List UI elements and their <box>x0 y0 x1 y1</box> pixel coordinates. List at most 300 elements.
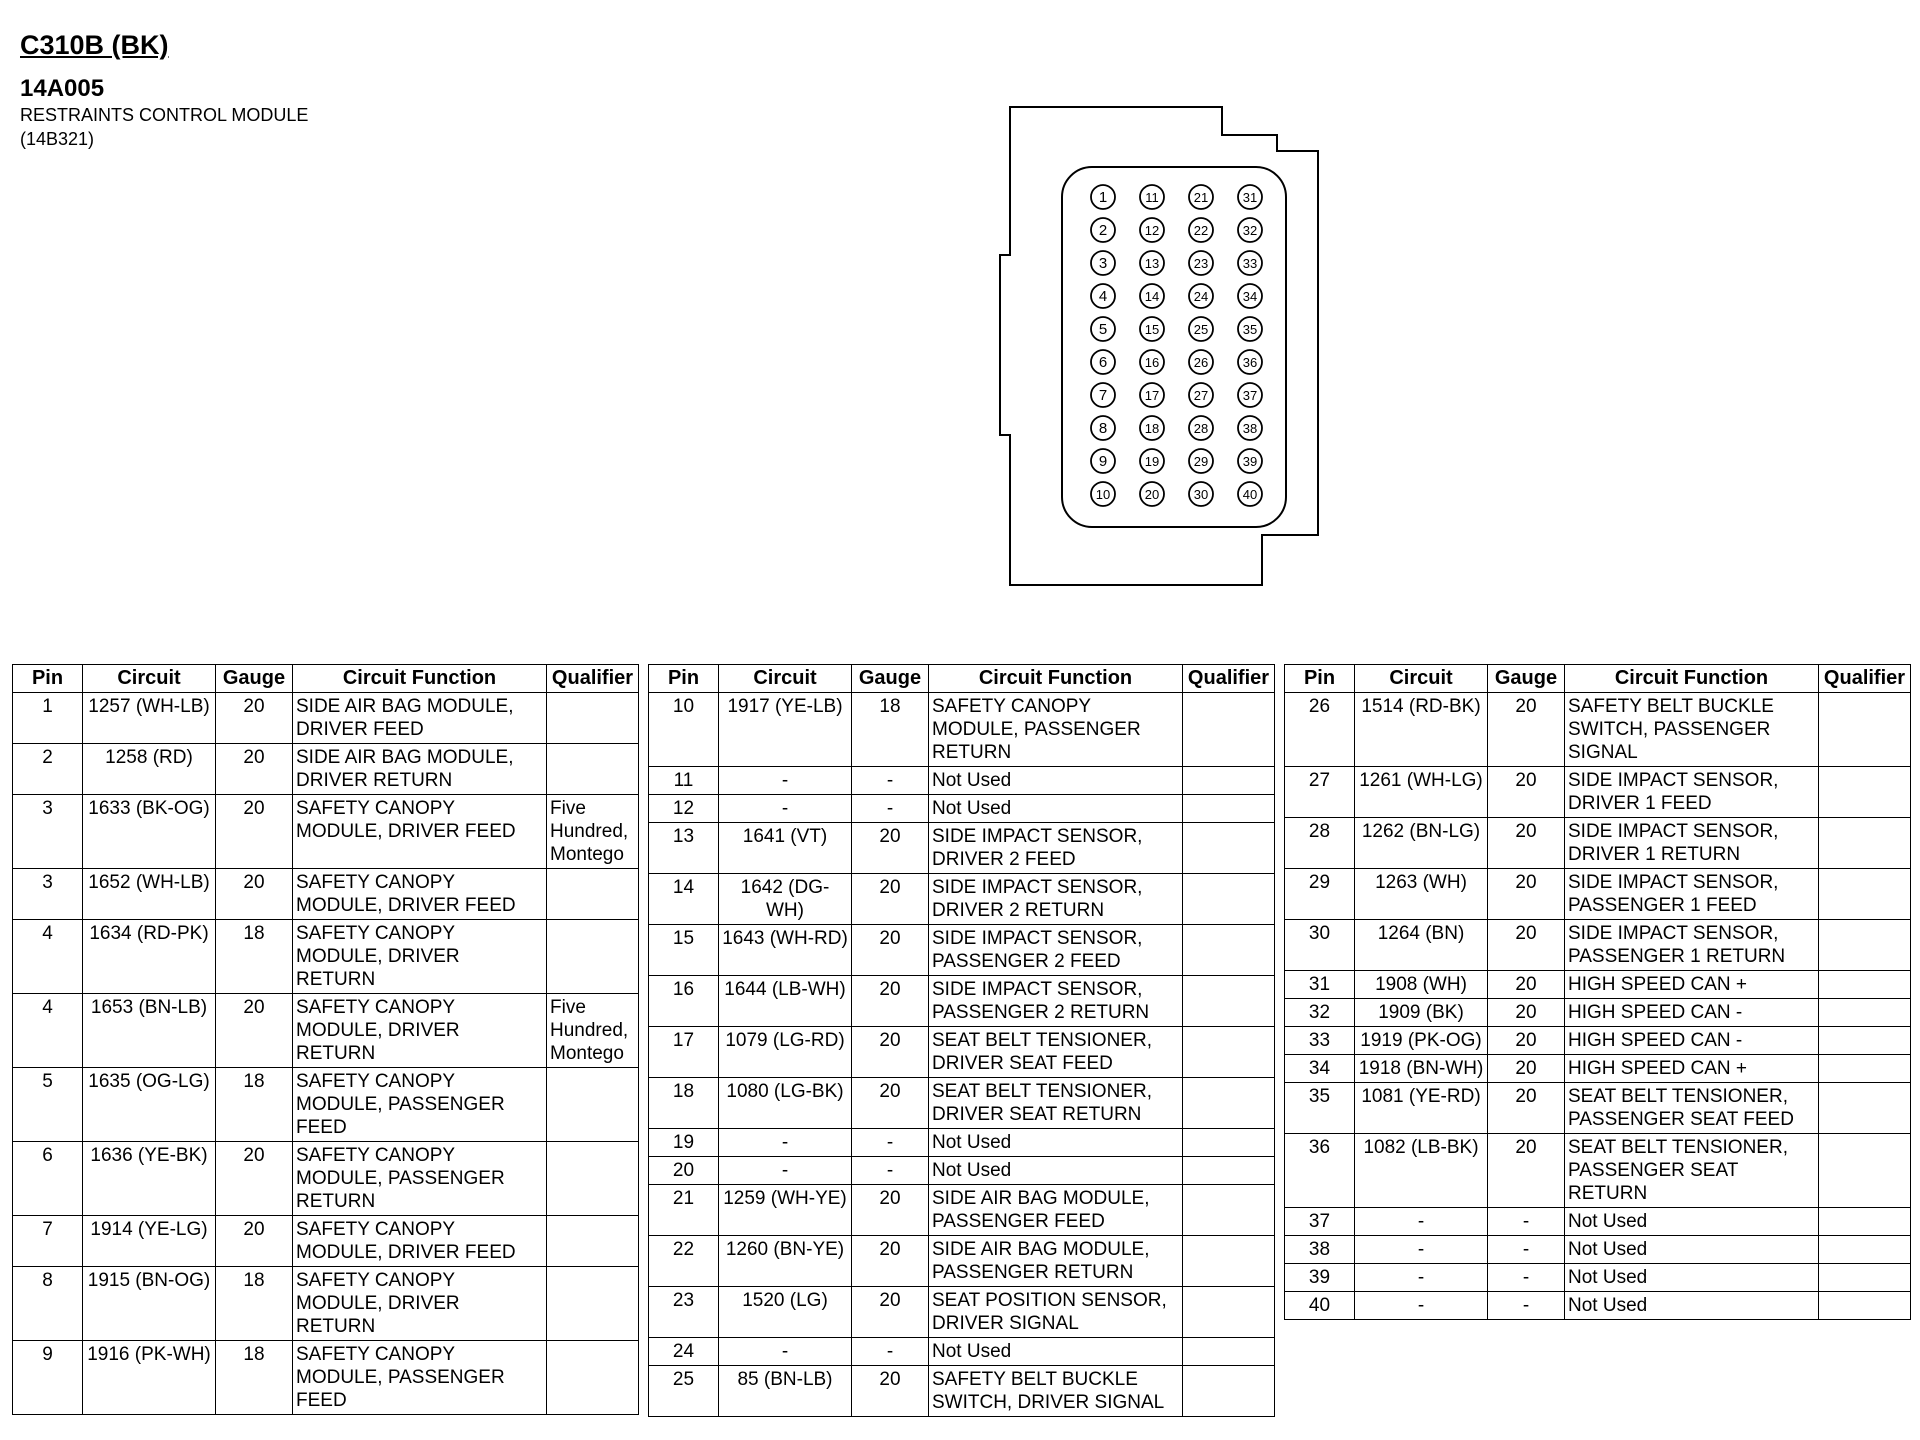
cell-qualifier <box>1183 1078 1275 1129</box>
table-row <box>1285 920 1911 971</box>
module-name: RESTRAINTS CONTROL MODULE <box>20 105 309 125</box>
cell-circuit-function: SIDE IMPACT SENSOR, DRIVER 1 FEED <box>1565 767 1819 818</box>
table-row <box>1285 869 1911 920</box>
cell-pin: 26 <box>1285 693 1355 767</box>
connector-pin <box>1238 185 1262 209</box>
cell-gauge: 20 <box>216 693 293 744</box>
cell-circuit-function: SAFETY CANOPY MODULE, PASSENGER FEED <box>293 1341 547 1415</box>
cell-pin: 15 <box>649 925 719 976</box>
cell-gauge: 20 <box>216 744 293 795</box>
cell-gauge: 20 <box>852 1027 929 1078</box>
cell-circuit: 1917 (YE-LB) <box>719 693 852 767</box>
connector-pin <box>1238 284 1262 308</box>
cell-gauge: 18 <box>852 693 929 767</box>
pin-number-label: 15 <box>1144 322 1160 337</box>
connector-pin <box>1140 416 1164 440</box>
table-row <box>13 1216 639 1267</box>
cell-circuit-function: SIDE IMPACT SENSOR, PASSENGER 1 RETURN <box>1565 920 1819 971</box>
cell-qualifier <box>1183 767 1275 795</box>
pin-number-label: 4 <box>1098 288 1108 305</box>
connector-pin <box>1189 185 1213 209</box>
table-row <box>1285 1083 1911 1134</box>
cell-pin: 12 <box>649 795 719 823</box>
table-row <box>649 1236 1275 1287</box>
cell-qualifier <box>547 744 639 795</box>
cell-circuit: - <box>1355 1236 1488 1264</box>
cell-gauge: - <box>852 1129 929 1157</box>
cell-gauge: 20 <box>216 994 293 1068</box>
pin-number-label: 37 <box>1242 388 1258 403</box>
table-row <box>13 920 639 994</box>
pin-number-label: 31 <box>1242 190 1258 205</box>
table-row <box>13 1267 639 1341</box>
cell-circuit: 1919 (PK-OG) <box>1355 1027 1488 1055</box>
cell-pin: 4 <box>13 994 83 1068</box>
cell-circuit: - <box>719 767 852 795</box>
connector-pin <box>1189 251 1213 275</box>
pinout-table-2 <box>648 664 1275 1417</box>
pin-number-label: 35 <box>1242 322 1258 337</box>
cell-circuit: 1909 (BK) <box>1355 999 1488 1027</box>
table-row <box>13 994 639 1068</box>
cell-gauge: 20 <box>1488 1134 1565 1208</box>
cell-pin: 18 <box>649 1078 719 1129</box>
table-row <box>1285 693 1911 767</box>
connector-pin <box>1189 482 1213 506</box>
connector-pin <box>1140 218 1164 242</box>
cell-pin: 25 <box>649 1366 719 1417</box>
connector-pin <box>1091 350 1115 374</box>
cell-qualifier <box>547 920 639 994</box>
table-row <box>649 976 1275 1027</box>
table-row <box>649 767 1275 795</box>
cell-gauge: 20 <box>216 1216 293 1267</box>
cell-gauge: 20 <box>1488 818 1565 869</box>
pin-number-label: 23 <box>1193 256 1209 271</box>
pin-number-label: 13 <box>1144 256 1160 271</box>
cell-gauge: 20 <box>852 1078 929 1129</box>
cell-gauge: 20 <box>1488 1027 1565 1055</box>
cell-pin: 3 <box>13 795 83 869</box>
cell-circuit-function: SAFETY CANOPY MODULE, DRIVER RETURN <box>293 920 547 994</box>
cell-circuit-function: SAFETY CANOPY MODULE, PASSENGER RETURN <box>929 693 1183 767</box>
connector-pin <box>1140 251 1164 275</box>
table-row <box>13 1341 639 1415</box>
connector-id: C310B (BK) <box>20 30 169 60</box>
cell-circuit-function: SIDE AIR BAG MODULE, DRIVER RETURN <box>293 744 547 795</box>
connector-pin <box>1091 251 1115 275</box>
table-row <box>1285 818 1911 869</box>
pin-number-label: 19 <box>1144 454 1160 469</box>
connector-pin <box>1140 185 1164 209</box>
header-circuit-function: Circuit Function <box>293 665 547 693</box>
cell-circuit-function: SEAT POSITION SENSOR, DRIVER SIGNAL <box>929 1287 1183 1338</box>
cell-circuit: - <box>719 1157 852 1185</box>
cell-gauge: 20 <box>1488 999 1565 1027</box>
cell-circuit-function: SEAT BELT TENSIONER, DRIVER SEAT FEED <box>929 1027 1183 1078</box>
cell-qualifier <box>1819 767 1911 818</box>
table-row <box>1285 999 1911 1027</box>
cell-circuit: 1633 (BK-OG) <box>83 795 216 869</box>
header-qualifier: Qualifier <box>1183 665 1275 693</box>
cell-gauge: 20 <box>216 1142 293 1216</box>
connector-pin <box>1189 449 1213 473</box>
cell-circuit-function: SIDE AIR BAG MODULE, PASSENGER FEED <box>929 1185 1183 1236</box>
connector-housing-outline <box>1000 107 1318 585</box>
connector-pin <box>1238 416 1262 440</box>
cell-gauge: 20 <box>1488 869 1565 920</box>
pin-number-label: 9 <box>1098 453 1108 470</box>
cell-pin: 28 <box>1285 818 1355 869</box>
connector-pin <box>1091 482 1115 506</box>
cell-pin: 11 <box>649 767 719 795</box>
cell-qualifier <box>1183 693 1275 767</box>
cell-pin: 29 <box>1285 869 1355 920</box>
cell-circuit-function: SIDE IMPACT SENSOR, PASSENGER 2 FEED <box>929 925 1183 976</box>
cell-qualifier <box>1183 1185 1275 1236</box>
cell-qualifier <box>1183 925 1275 976</box>
cell-circuit-function: Not Used <box>929 1338 1183 1366</box>
cell-circuit-function: Not Used <box>929 1129 1183 1157</box>
connector-pin <box>1091 383 1115 407</box>
cell-gauge: 20 <box>852 1185 929 1236</box>
cell-qualifier <box>547 869 639 920</box>
table-row <box>13 693 639 744</box>
cell-circuit: 1653 (BN-LB) <box>83 994 216 1068</box>
cell-qualifier <box>1183 1157 1275 1185</box>
cell-pin: 32 <box>1285 999 1355 1027</box>
cell-qualifier <box>1183 1236 1275 1287</box>
cell-qualifier <box>547 693 639 744</box>
table-row <box>13 795 639 869</box>
cell-circuit-function: SIDE IMPACT SENSOR, DRIVER 1 RETURN <box>1565 818 1819 869</box>
pin-number-label: 40 <box>1242 487 1258 502</box>
cell-circuit: 1914 (YE-LG) <box>83 1216 216 1267</box>
cell-qualifier <box>1819 869 1911 920</box>
cell-gauge: 20 <box>852 925 929 976</box>
cell-qualifier <box>1819 1292 1911 1320</box>
cell-qualifier <box>1183 1338 1275 1366</box>
cell-pin: 4 <box>13 920 83 994</box>
cell-pin: 16 <box>649 976 719 1027</box>
header-pin: Pin <box>13 665 83 693</box>
cell-pin: 30 <box>1285 920 1355 971</box>
pin-number-label: 22 <box>1193 223 1209 238</box>
cell-circuit: 1520 (LG) <box>719 1287 852 1338</box>
cell-qualifier <box>1819 1134 1911 1208</box>
cell-pin: 37 <box>1285 1208 1355 1236</box>
cell-qualifier: Five Hundred, Montego <box>547 994 639 1068</box>
cell-circuit: - <box>719 1129 852 1157</box>
pin-number-label: 29 <box>1193 454 1209 469</box>
cell-pin: 8 <box>13 1267 83 1341</box>
cell-circuit: 1257 (WH-LB) <box>83 693 216 744</box>
connector-pin <box>1091 284 1115 308</box>
table-row <box>649 1129 1275 1157</box>
table-row <box>1285 1208 1911 1236</box>
cell-pin: 39 <box>1285 1264 1355 1292</box>
cell-circuit-function: SAFETY CANOPY MODULE, DRIVER RETURN <box>293 1267 547 1341</box>
table-row <box>1285 767 1911 818</box>
pin-number-label: 8 <box>1098 420 1108 437</box>
cell-circuit: 1259 (WH-YE) <box>719 1185 852 1236</box>
cell-qualifier <box>1183 795 1275 823</box>
table-row <box>649 1338 1275 1366</box>
connector-pin <box>1238 317 1262 341</box>
connector-pin <box>1189 284 1213 308</box>
cell-circuit-function: SAFETY BELT BUCKLE SWITCH, DRIVER SIGNAL <box>929 1366 1183 1417</box>
cell-circuit-function: Not Used <box>1565 1208 1819 1236</box>
pin-number-label: 25 <box>1193 322 1209 337</box>
header-circuit-function: Circuit Function <box>1565 665 1819 693</box>
cell-circuit-function: SAFETY CANOPY MODULE, DRIVER FEED <box>293 1216 547 1267</box>
cell-pin: 6 <box>13 1142 83 1216</box>
cell-circuit: - <box>719 1338 852 1366</box>
header-circuit-function: Circuit Function <box>929 665 1183 693</box>
connector-pin <box>1091 218 1115 242</box>
cell-circuit: 1261 (WH-LG) <box>1355 767 1488 818</box>
cell-qualifier: Five Hundred, Montego <box>547 795 639 869</box>
cell-gauge: 20 <box>852 1287 929 1338</box>
cell-pin: 33 <box>1285 1027 1355 1055</box>
pin-number-label: 2 <box>1098 222 1108 239</box>
cell-circuit-function: SAFETY CANOPY MODULE, DRIVER FEED <box>293 869 547 920</box>
pin-number-label: 24 <box>1193 289 1209 304</box>
pin-number-label: 36 <box>1242 355 1258 370</box>
cell-circuit: 1635 (OG-LG) <box>83 1068 216 1142</box>
cell-pin: 9 <box>13 1341 83 1415</box>
pinout-table-1 <box>12 664 639 1415</box>
cell-circuit-function: HIGH SPEED CAN + <box>1565 971 1819 999</box>
cell-pin: 31 <box>1285 971 1355 999</box>
pin-number-label: 5 <box>1098 321 1108 338</box>
cell-gauge: 20 <box>1488 971 1565 999</box>
connector-pin <box>1238 251 1262 275</box>
pinout-table-3 <box>1284 664 1911 1320</box>
connector-pin <box>1140 350 1164 374</box>
header-pin: Pin <box>649 665 719 693</box>
cell-circuit: 85 (BN-LB) <box>719 1366 852 1417</box>
pin-number-label: 26 <box>1193 355 1209 370</box>
table-row <box>13 1068 639 1142</box>
cell-pin: 3 <box>13 869 83 920</box>
cell-circuit: 1080 (LG-BK) <box>719 1078 852 1129</box>
cell-circuit-function: SAFETY CANOPY MODULE, DRIVER FEED <box>293 795 547 869</box>
cell-circuit: 1636 (YE-BK) <box>83 1142 216 1216</box>
pin-number-label: 11 <box>1145 190 1159 205</box>
cell-circuit: 1263 (WH) <box>1355 869 1488 920</box>
cell-qualifier <box>1183 1027 1275 1078</box>
cell-qualifier <box>547 1216 639 1267</box>
connector-pin <box>1091 449 1115 473</box>
cell-qualifier <box>547 1142 639 1216</box>
table-header-row <box>1285 665 1911 693</box>
connector-pin <box>1189 383 1213 407</box>
header-gauge: Gauge <box>216 665 293 693</box>
connector-pin <box>1189 350 1213 374</box>
cell-gauge: 20 <box>1488 767 1565 818</box>
cell-circuit-function: Not Used <box>1565 1292 1819 1320</box>
cell-qualifier <box>1819 693 1911 767</box>
document-header <box>20 30 308 151</box>
cell-pin: 22 <box>649 1236 719 1287</box>
cell-gauge: - <box>1488 1208 1565 1236</box>
cell-qualifier <box>1183 874 1275 925</box>
pin-number-label: 38 <box>1242 421 1258 436</box>
cell-pin: 10 <box>649 693 719 767</box>
cell-pin: 2 <box>13 744 83 795</box>
table-row <box>649 1185 1275 1236</box>
pin-number-label: 6 <box>1098 354 1108 371</box>
connector-pin <box>1091 416 1115 440</box>
table-header-row <box>649 665 1275 693</box>
cell-circuit-function: SEAT BELT TENSIONER, PASSENGER SEAT RETURN <box>1565 1134 1819 1208</box>
pin-number-label: 7 <box>1098 387 1108 404</box>
cell-circuit: 1918 (BN-WH) <box>1355 1055 1488 1083</box>
cell-gauge: - <box>852 795 929 823</box>
table-row <box>1285 1055 1911 1083</box>
table-row <box>1285 1236 1911 1264</box>
table-row <box>649 1078 1275 1129</box>
cell-qualifier <box>1819 1208 1911 1236</box>
cell-gauge: - <box>852 1338 929 1366</box>
cell-gauge: 20 <box>852 823 929 874</box>
cell-pin: 34 <box>1285 1055 1355 1083</box>
cell-circuit: 1644 (LB-WH) <box>719 976 852 1027</box>
cell-gauge: 20 <box>1488 1055 1565 1083</box>
table-row <box>649 874 1275 925</box>
header-gauge: Gauge <box>852 665 929 693</box>
table-header-row <box>13 665 639 693</box>
cell-circuit: 1514 (RD-BK) <box>1355 693 1488 767</box>
header-circuit: Circuit <box>1355 665 1488 693</box>
cell-gauge: 20 <box>852 874 929 925</box>
cell-pin: 14 <box>649 874 719 925</box>
table-row <box>649 795 1275 823</box>
cell-gauge: 18 <box>216 1068 293 1142</box>
cell-circuit-function: SAFETY BELT BUCKLE SWITCH, PASSENGER SIGNAL <box>1565 693 1819 767</box>
table-row <box>649 1157 1275 1185</box>
connector-pin <box>1140 317 1164 341</box>
pin-number-label: 28 <box>1193 421 1209 436</box>
connector-pin <box>1238 449 1262 473</box>
cell-qualifier <box>1819 1083 1911 1134</box>
cell-gauge: 18 <box>216 1267 293 1341</box>
cell-gauge: 20 <box>1488 1083 1565 1134</box>
cell-circuit: 1082 (LB-BK) <box>1355 1134 1488 1208</box>
header-pin: Pin <box>1285 665 1355 693</box>
cell-pin: 20 <box>649 1157 719 1185</box>
connector-face-diagram <box>990 95 1350 605</box>
cell-circuit: - <box>719 795 852 823</box>
cell-qualifier <box>1819 999 1911 1027</box>
connector-pin <box>1189 317 1213 341</box>
connector-pin <box>1091 185 1115 209</box>
cell-gauge: 20 <box>1488 920 1565 971</box>
cell-qualifier <box>1183 976 1275 1027</box>
pin-number-label: 18 <box>1144 421 1160 436</box>
cell-circuit-function: SAFETY CANOPY MODULE, PASSENGER FEED <box>293 1068 547 1142</box>
pin-number-label: 3 <box>1098 255 1108 272</box>
pin-number-label: 32 <box>1242 223 1258 238</box>
cell-gauge: 20 <box>852 1366 929 1417</box>
connector-pin <box>1238 482 1262 506</box>
connector-pin <box>1140 449 1164 473</box>
cell-pin: 17 <box>649 1027 719 1078</box>
cell-circuit: 1262 (BN-LG) <box>1355 818 1488 869</box>
cell-circuit: 1915 (BN-OG) <box>83 1267 216 1341</box>
pin-number-label: 27 <box>1193 388 1209 403</box>
cell-circuit: - <box>1355 1208 1488 1236</box>
cell-pin: 19 <box>649 1129 719 1157</box>
header-circuit: Circuit <box>719 665 852 693</box>
cell-circuit-function: SIDE AIR BAG MODULE, DRIVER FEED <box>293 693 547 744</box>
cell-qualifier <box>1819 920 1911 971</box>
cell-circuit-function: SAFETY CANOPY MODULE, PASSENGER RETURN <box>293 1142 547 1216</box>
table-row <box>1285 971 1911 999</box>
pin-grid <box>1091 185 1262 506</box>
cell-circuit: 1258 (RD) <box>83 744 216 795</box>
table-row <box>1285 1292 1911 1320</box>
header-qualifier: Qualifier <box>547 665 639 693</box>
cell-circuit-function: HIGH SPEED CAN - <box>1565 999 1819 1027</box>
table-row <box>13 869 639 920</box>
module-reference: (14B321) <box>20 129 95 149</box>
cell-gauge: - <box>1488 1292 1565 1320</box>
connector-pin <box>1091 317 1115 341</box>
connector-pin <box>1140 383 1164 407</box>
cell-qualifier <box>1819 1027 1911 1055</box>
cell-circuit: - <box>1355 1264 1488 1292</box>
cell-circuit: - <box>1355 1292 1488 1320</box>
table-row <box>649 925 1275 976</box>
cell-pin: 38 <box>1285 1236 1355 1264</box>
cell-gauge: 20 <box>852 976 929 1027</box>
pin-number-label: 17 <box>1144 388 1160 403</box>
pin-number-label: 30 <box>1193 487 1209 502</box>
module-number: 14A005 <box>20 75 105 102</box>
connector-pin <box>1238 218 1262 242</box>
cell-gauge: - <box>1488 1236 1565 1264</box>
cell-circuit-function: SEAT BELT TENSIONER, PASSENGER SEAT FEED <box>1565 1083 1819 1134</box>
cell-circuit-function: Not Used <box>1565 1264 1819 1292</box>
cell-pin: 23 <box>649 1287 719 1338</box>
cell-gauge: 18 <box>216 1341 293 1415</box>
pin-number-label: 10 <box>1095 487 1111 502</box>
cell-circuit: 1264 (BN) <box>1355 920 1488 971</box>
table-row <box>13 744 639 795</box>
cell-pin: 7 <box>13 1216 83 1267</box>
table-row <box>649 693 1275 767</box>
connector-pin <box>1189 218 1213 242</box>
cell-gauge: 20 <box>216 869 293 920</box>
cell-circuit: 1916 (PK-WH) <box>83 1341 216 1415</box>
cell-gauge: 20 <box>216 795 293 869</box>
cell-gauge: - <box>852 767 929 795</box>
cell-circuit: 1643 (WH-RD) <box>719 925 852 976</box>
pin-number-label: 12 <box>1144 223 1160 238</box>
pin-number-label: 16 <box>1144 355 1160 370</box>
cell-circuit-function: HIGH SPEED CAN - <box>1565 1027 1819 1055</box>
pin-number-label: 21 <box>1193 190 1209 205</box>
cell-circuit-function: Not Used <box>1565 1236 1819 1264</box>
pin-number-label: 1 <box>1098 189 1108 206</box>
cell-circuit: 1260 (BN-YE) <box>719 1236 852 1287</box>
pin-number-label: 33 <box>1242 256 1258 271</box>
cell-pin: 36 <box>1285 1134 1355 1208</box>
cell-qualifier <box>1819 971 1911 999</box>
table-row <box>1285 1264 1911 1292</box>
